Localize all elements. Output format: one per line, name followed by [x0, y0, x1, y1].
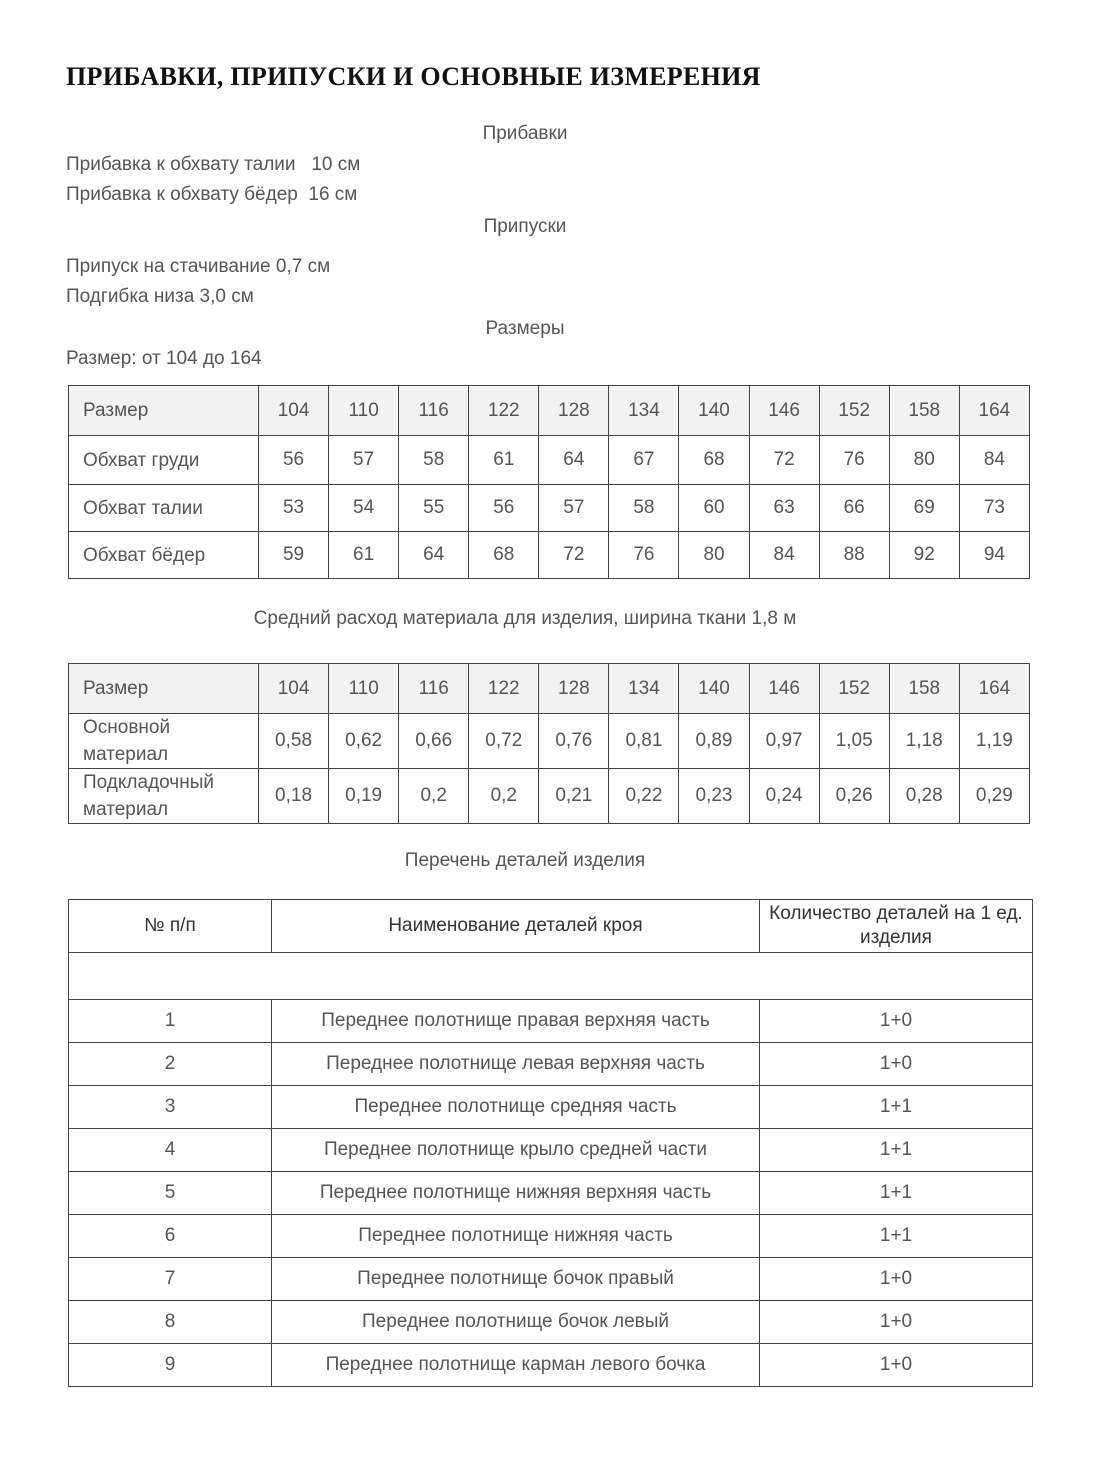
- table-cell: 84: [959, 436, 1029, 485]
- table-cell: 72: [749, 436, 819, 485]
- table-row: [69, 436, 1030, 485]
- table-cell: 0,22: [609, 769, 679, 824]
- table-cell: 122: [469, 664, 539, 714]
- table-cell: 146: [749, 386, 819, 436]
- empty-row: [69, 953, 1033, 1000]
- table-cell: 0,89: [679, 714, 749, 769]
- table-cell: 55: [399, 485, 469, 532]
- table-cell: 1,18: [889, 714, 959, 769]
- table-cell: 128: [539, 664, 609, 714]
- table-cell: 1+1: [760, 1129, 1033, 1172]
- table-cell: 116: [399, 664, 469, 714]
- table-cell: 67: [609, 436, 679, 485]
- table-cell: 76: [609, 532, 679, 579]
- table-cell: 61: [469, 436, 539, 485]
- table-cell: 0,18: [259, 769, 329, 824]
- table-cell: 2: [69, 1043, 272, 1086]
- table-cell: Подкладочный материал: [69, 769, 259, 824]
- table-cell: 128: [539, 386, 609, 436]
- table-cell: 84: [749, 532, 819, 579]
- table-cell: 4: [69, 1129, 272, 1172]
- seam-heading: Припуски: [483, 216, 567, 237]
- table-cell: 104: [259, 386, 329, 436]
- table-row: [69, 1258, 1033, 1301]
- table-cell: 146: [749, 664, 819, 714]
- table-cell: Основной материал: [69, 714, 259, 769]
- table-cell: 140: [679, 664, 749, 714]
- table-cell: 134: [609, 386, 679, 436]
- table-cell: 80: [889, 436, 959, 485]
- table-cell: Переднее полотнище бочок правый: [272, 1258, 760, 1301]
- table-cell: 58: [609, 485, 679, 532]
- table-cell: 152: [819, 386, 889, 436]
- table-cell: 64: [399, 532, 469, 579]
- table-cell: Размер: [69, 664, 259, 714]
- table-cell: Переднее полотнище левая верхняя часть: [272, 1043, 760, 1086]
- table-cell: Переднее полотнище правая верхняя часть: [272, 1000, 760, 1043]
- table-row: [69, 532, 1030, 579]
- table-cell: 1+0: [760, 1258, 1033, 1301]
- table-cell: 0,66: [399, 714, 469, 769]
- table-cell: 110: [329, 664, 399, 714]
- table-cell: 0,2: [399, 769, 469, 824]
- table-cell: 0,29: [959, 769, 1029, 824]
- table-cell: 0,28: [889, 769, 959, 824]
- table-cell: 1,05: [819, 714, 889, 769]
- table-cell: 116: [399, 386, 469, 436]
- table-row: [69, 485, 1030, 532]
- table-cell: 0,97: [749, 714, 819, 769]
- table-cell: 110: [329, 386, 399, 436]
- parts-table: [68, 899, 1033, 1387]
- table-cell: 72: [539, 532, 609, 579]
- page-title: ПРИБАВКИ, ПРИПУСКИ И ОСНОВНЫЕ ИЗМЕРЕНИЯ: [66, 62, 761, 91]
- sizes-heading: Размеры: [485, 318, 565, 339]
- table-cell: 1+0: [760, 1301, 1033, 1344]
- allowance-waist: Прибавка к обхвату талии 10 см: [66, 154, 361, 175]
- table-cell: 92: [889, 532, 959, 579]
- table-cell: 1,19: [959, 714, 1029, 769]
- table-cell: 88: [819, 532, 889, 579]
- hem-allowance: Подгибка низа 3,0 см: [66, 286, 254, 307]
- table-header-row: [69, 386, 1030, 436]
- table-cell: 0,62: [329, 714, 399, 769]
- table-cell: 73: [959, 485, 1029, 532]
- table-cell: 68: [679, 436, 749, 485]
- table-row: [69, 1344, 1033, 1387]
- table-row: [69, 769, 1030, 824]
- table-cell: 76: [819, 436, 889, 485]
- table-cell: № п/п: [69, 900, 272, 953]
- table-cell: 66: [819, 485, 889, 532]
- table-cell: 59: [259, 532, 329, 579]
- table-cell: 54: [329, 485, 399, 532]
- size-range: Размер: от 104 до 164: [66, 348, 262, 369]
- table-cell: Переднее полотнище бочок левый: [272, 1301, 760, 1344]
- table-cell: 7: [69, 1258, 272, 1301]
- table-row: [69, 1301, 1033, 1344]
- allowance-hips: Прибавка к обхвату бёдер 16 см: [66, 184, 358, 205]
- table-row: [69, 1172, 1033, 1215]
- table-cell: 68: [469, 532, 539, 579]
- table-cell: 158: [889, 664, 959, 714]
- table-cell: 56: [469, 485, 539, 532]
- table-row: [69, 1129, 1033, 1172]
- table-cell: 0,81: [609, 714, 679, 769]
- table-cell: 58: [399, 436, 469, 485]
- table-cell: 6: [69, 1215, 272, 1258]
- table-cell: Переднее полотнище средняя часть: [272, 1086, 760, 1129]
- table-cell: 9: [69, 1344, 272, 1387]
- table-cell: 0,58: [259, 714, 329, 769]
- table-cell: Переднее полотнище нижняя часть: [272, 1215, 760, 1258]
- table-cell: Обхват бёдер: [69, 532, 259, 579]
- table-row: [69, 1086, 1033, 1129]
- table-cell: 1: [69, 1000, 272, 1043]
- table-cell: 3: [69, 1086, 272, 1129]
- table-cell: 0,23: [679, 769, 749, 824]
- table-cell: 0,2: [469, 769, 539, 824]
- table-cell: 158: [889, 386, 959, 436]
- table-cell: 69: [889, 485, 959, 532]
- table-cell: 1+0: [760, 1043, 1033, 1086]
- table-cell: 1+1: [760, 1215, 1033, 1258]
- table-cell: 152: [819, 664, 889, 714]
- table-cell: Переднее полотнище крыло средней части: [272, 1129, 760, 1172]
- table-cell: 134: [609, 664, 679, 714]
- table-header-row: [69, 664, 1030, 714]
- table-header-row: [69, 900, 1033, 953]
- table-cell: Переднее полотнище карман левого бочка: [272, 1344, 760, 1387]
- size-table: [68, 385, 1030, 579]
- table-cell: 56: [259, 436, 329, 485]
- table-cell: Количество деталей на 1 ед. изделия: [760, 900, 1033, 953]
- table-cell: Обхват талии: [69, 485, 259, 532]
- table-row: [69, 1000, 1033, 1043]
- table-cell: 0,76: [539, 714, 609, 769]
- table-cell: 8: [69, 1301, 272, 1344]
- table-cell: 1+0: [760, 1344, 1033, 1387]
- table-cell: Размер: [69, 386, 259, 436]
- empty-cell: [69, 953, 1033, 1000]
- table-row: [69, 1043, 1033, 1086]
- table-cell: 0,21: [539, 769, 609, 824]
- table-cell: 164: [959, 386, 1029, 436]
- table-cell: 0,24: [749, 769, 819, 824]
- allowances-heading: Прибавки: [482, 123, 568, 144]
- table-cell: 80: [679, 532, 749, 579]
- material-heading: Средний расход материала для изделия, ширина ткани 1,8 м: [253, 608, 797, 629]
- table-cell: 1+1: [760, 1086, 1033, 1129]
- table-cell: 5: [69, 1172, 272, 1215]
- table-cell: 0,72: [469, 714, 539, 769]
- table-cell: Обхват груди: [69, 436, 259, 485]
- seam-allowance: Припуск на стачивание 0,7 см: [66, 256, 331, 277]
- material-table: [68, 663, 1030, 824]
- table-cell: 0,19: [329, 769, 399, 824]
- table-cell: 53: [259, 485, 329, 532]
- table-cell: Переднее полотнище нижняя верхняя часть: [272, 1172, 760, 1215]
- table-cell: 140: [679, 386, 749, 436]
- table-cell: Наименование деталей кроя: [272, 900, 760, 953]
- table-cell: 164: [959, 664, 1029, 714]
- table-cell: 61: [329, 532, 399, 579]
- table-cell: 63: [749, 485, 819, 532]
- table-cell: 104: [259, 664, 329, 714]
- table-cell: 0,26: [819, 769, 889, 824]
- table-cell: 1+1: [760, 1172, 1033, 1215]
- table-cell: 64: [539, 436, 609, 485]
- table-cell: 122: [469, 386, 539, 436]
- table-row: [69, 1215, 1033, 1258]
- parts-heading: Перечень деталей изделия: [404, 850, 646, 871]
- table-row: [69, 714, 1030, 769]
- table-cell: 60: [679, 485, 749, 532]
- table-cell: 1+0: [760, 1000, 1033, 1043]
- table-cell: 57: [539, 485, 609, 532]
- table-cell: 94: [959, 532, 1029, 579]
- table-cell: 57: [329, 436, 399, 485]
